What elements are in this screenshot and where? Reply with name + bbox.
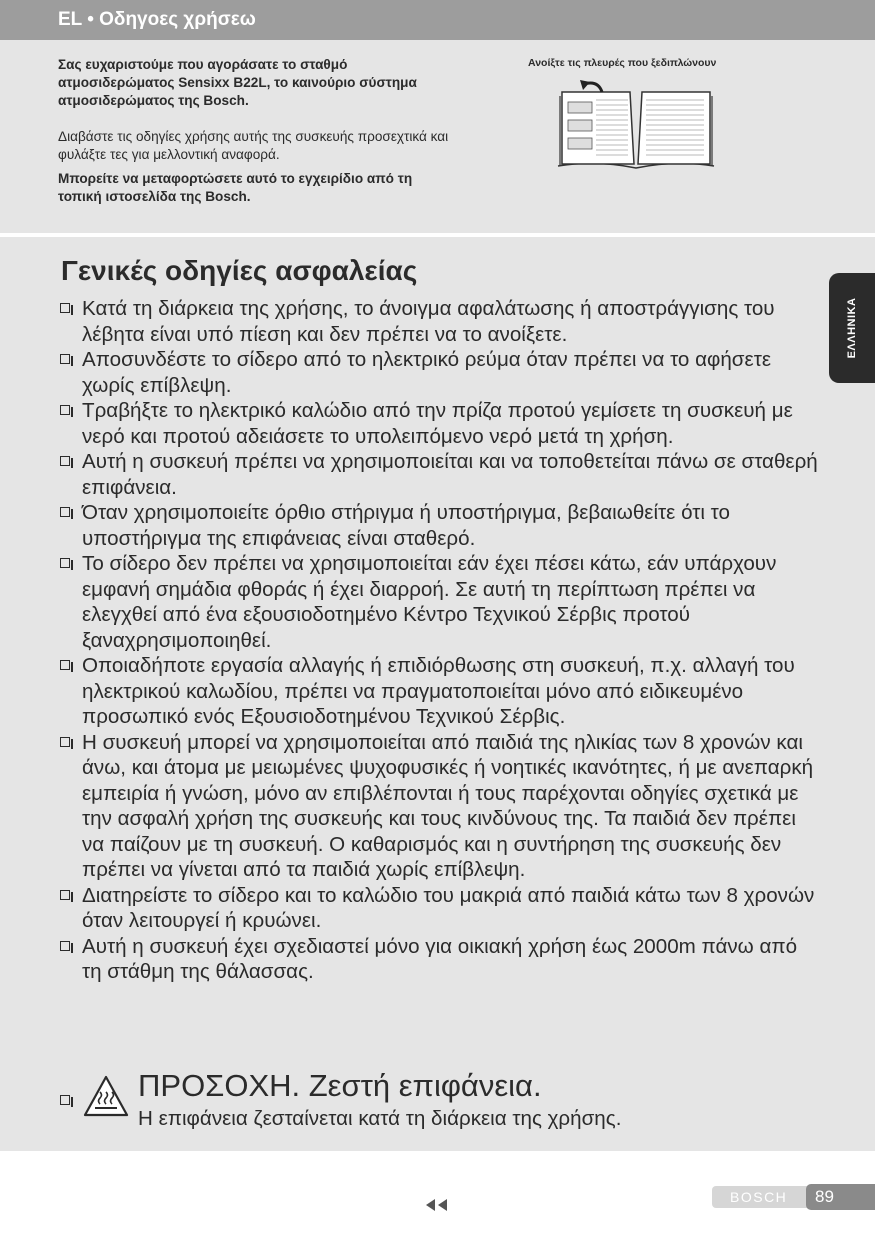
list-item: [58, 296, 818, 347]
checkbox-bullet-icon: [60, 405, 70, 415]
list-item-text: Αποσυνδέστε το σίδερο από το ηλεκτρικό ρεύμα όταν πρέπει να το αφήσετε χωρίς επίβλεψη.: [82, 348, 772, 397]
checkbox-bullet-icon: [60, 558, 70, 568]
list-item: [58, 449, 818, 500]
hot-surface-warning-icon: [82, 1074, 130, 1123]
list-item: [58, 398, 818, 449]
language-tab[interactable]: [829, 273, 875, 383]
list-item: [58, 500, 818, 551]
checkbox-bullet-icon: [60, 941, 70, 951]
list-item-text: Οποιαδήποτε εργασία αλλαγής ή επιδιόρθωσης στη συσκευή, π.χ. αλλαγή του ηλεκτρικού καλωδίου, πρέπει να πραγματοποιείται μόνο από ειδικευμένο προσωπικό ενός Εξουσιοδοτημένου Τεχνικού Σέρβις.: [82, 654, 795, 728]
checkbox-bullet-icon: [60, 1095, 70, 1105]
checkbox-bullet-icon: [60, 456, 70, 466]
list-item: [58, 883, 818, 934]
double-arrow-left-icon[interactable]: [424, 1198, 450, 1217]
list-item-text: Το σίδερο δεν πρέπει να χρησιμοποιείται εάν έχει πέσει κάτω, εάν υπάρχουν εμφανή σημάδια φθοράς ή έχει διαρροή. Σε αυτή τη περίπτωση πρέπει να ελεγχθεί από ένα εξουσιοδοτημένο Κέντρο Τεχνικού Σέρβις προτού ξαναχρησιμοποιηθεί.: [82, 552, 777, 652]
list-item: [58, 934, 818, 985]
list-item: [58, 730, 818, 883]
warning-text: Η επιφάνεια ζεσταίνεται κατά τη διάρκεια της χρήσης.: [138, 1107, 622, 1130]
intro-read-instructions: Διαβάστε τις οδηγίες χρήσης αυτής της συσκευής προσεχτικά και φυλάξτε τες για μελλοντική αναφορά.: [58, 129, 449, 162]
list-item-text: Η συσκευή μπορεί να χρησιμοποιείται από παιδιά της ηλικίας των 8 χρονών και άνω, και άτομα με μειωμένες ψυχοφυσικές ή νοητικές ικανότητες, ή με ανεπαρκή εμπειρία ή γνώση, μόνο αν επιβλέπονται ή τους παρέχονται οδηγίες σχετικά με την ασφαλή χρήση της συσκευής και τους κινδύνους της. Τα παιδιά δεν πρέπει να παίζουν με τη συσκευή. Ο καθαρισμός και η συντήρηση της συσκευής δεν πρέπει να γίνεται από τα παιδιά χωρίς επίβλεψη.: [82, 730, 814, 881]
hot-surface-warning: [58, 1068, 818, 1138]
brand-label: BOSCH: [730, 1189, 788, 1205]
list-item: [58, 653, 818, 730]
header-title: EL • Οδηγοες χρήσεω: [58, 9, 256, 30]
intro-download: Μπορείτε να μεταφορτώσετε αυτό το εγχειρίδιο από τη τοπική ιστοσελίδα της Bosch.: [58, 171, 413, 204]
checkbox-bullet-icon: [60, 660, 70, 670]
list-item-text: Όταν χρησιμοποιείτε όρθιο στήριγμα ή υποστήριγμα, βεβαιωθείτε ότι το υποστήριγμα της επιφάνειας είναι σταθερό.: [82, 501, 730, 550]
safety-rules-list: [58, 296, 818, 985]
list-item-text: Αυτή η συσκευή πρέπει να χρησιμοποιείται και να τοποθετείται πάνω σε σταθερή επιφάνεια.: [82, 450, 818, 499]
checkbox-bullet-icon: [60, 354, 70, 364]
section-title: Γενικές οδηγίες ασφαλείας: [61, 255, 418, 286]
list-item-text: Τραβήξτε το ηλεκτρικό καλώδιο από την πρίζα προτού γεμίσετε τη συσκευή με νερό και προτού αδειάσετε το υπολειπόμενο νερό μετά τη χρήση.: [82, 399, 793, 448]
intro-thanks: Σας ευχαριστούμε που αγοράσατε το σταθμό ατμοσιδερώματος Sensixx B22L, το καινούριο σύστημα ατμοσιδερώματος της Bosch.: [58, 57, 417, 108]
list-item: [58, 347, 818, 398]
unfold-caption: Ανοίξτε τις πλευρές που ξεδιπλώνουν: [528, 57, 717, 69]
language-tab-label: ΕΛΛΗΝΙΚΑ: [846, 297, 858, 359]
list-item-text: Διατηρείστε το σίδερο και το καλώδιο του μακριά από παιδιά κάτω των 8 χρονών όταν λειτουργεί ή κρυώνει.: [82, 883, 815, 932]
warning-title: ΠΡΟΣΟΧΗ. Ζεστή επιφάνεια.: [138, 1068, 542, 1103]
list-item-text: Κατά τη διάρκεια της χρήσης, το άνοιγμα αφαλάτωσης ή αποστράγγισης του λέβητα είναι υπό πίεση και δεν πρέπει να το ανοίξετε.: [82, 297, 775, 346]
list-item-text: Αυτή η συσκευή έχει σχεδιαστεί μόνο για οικιακή χρήση έως 2000m πάνω από τη στάθμη της θάλασσας.: [82, 934, 798, 983]
checkbox-bullet-icon: [60, 507, 70, 517]
checkbox-bullet-icon: [60, 890, 70, 900]
checkbox-bullet-icon: [60, 303, 70, 313]
header-bar: [0, 0, 875, 40]
intro-text: [58, 56, 458, 206]
list-item: [58, 551, 818, 653]
brand-bar: [712, 1186, 808, 1208]
page-number: 89: [815, 1187, 834, 1206]
book-unfold-icon: [556, 78, 716, 175]
page-number-box: [806, 1184, 875, 1210]
checkbox-bullet-icon: [60, 737, 70, 747]
